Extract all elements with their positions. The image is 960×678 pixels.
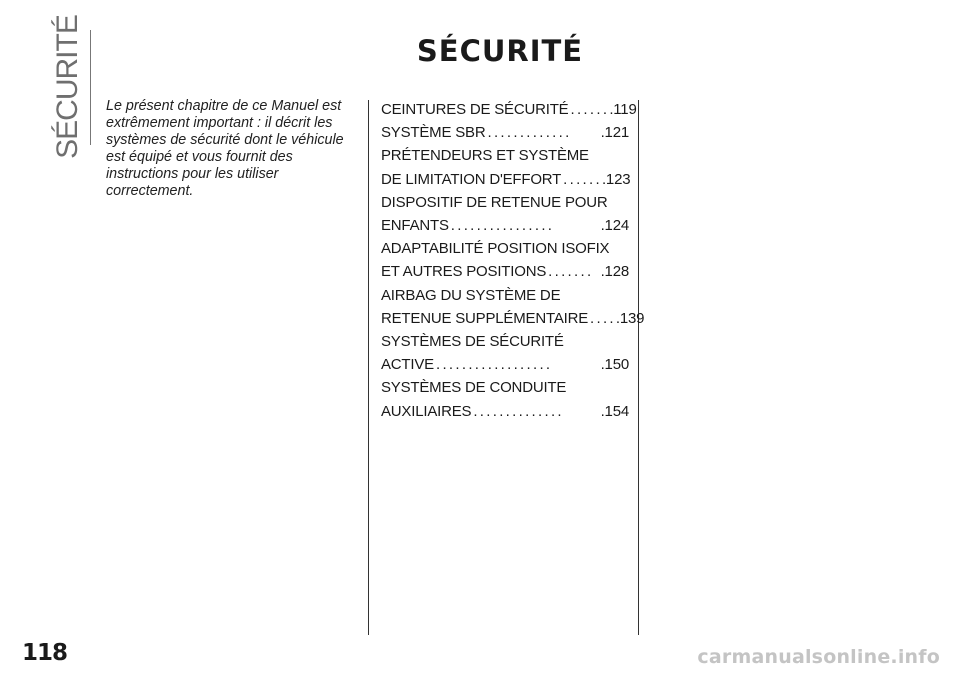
toc-entry-title-line: PRÉTENDEURS ET SYSTÈME (381, 147, 589, 165)
toc-leader-dots: .................. (435, 356, 553, 374)
side-section-tab (50, 15, 86, 159)
toc-leader-dots: .............. (473, 402, 564, 420)
toc-page-number: .128 (600, 263, 629, 281)
side-section-label: SÉCURITÉ (51, 15, 84, 159)
toc-entry[interactable] (381, 237, 629, 283)
toc-page-number: .154 (600, 402, 629, 420)
toc-entry-title: SYSTÈME SBR (381, 124, 486, 142)
toc-entry-title-line: ADAPTABILITÉ POSITION ISOFIX (381, 240, 610, 258)
toc-entry-title: ENFANTS (381, 217, 449, 235)
toc-leader-dots: ...... (570, 101, 610, 118)
table-of-contents (381, 98, 645, 423)
toc-entry-final-line (381, 121, 629, 144)
toc-entry-title: DE LIMITATION D'EFFORT (381, 170, 562, 188)
toc-entry-final-line (381, 307, 645, 330)
toc-entry-final-line (381, 353, 629, 376)
toc-entry-title-line: DISPOSITIF DE RETENUE POUR (381, 193, 608, 211)
toc-entry-title-line: SYSTÈMES DE CONDUITE (381, 379, 567, 397)
toc-entry-title: ET AUTRES POSITIONS (381, 263, 547, 281)
toc-entry-title-line: SYSTÈMES DE SÉCURITÉ (381, 333, 564, 351)
toc-entry-title: AUXILIAIRES (381, 402, 472, 420)
toc-entry-final-line (381, 400, 629, 423)
side-tab-divider (90, 30, 91, 145)
toc-page-number: .150 (600, 356, 629, 374)
toc-entry-title: RETENUE SUPPLÉMENTAIRE (381, 309, 589, 327)
site-watermark: carmanualsonline.info (697, 646, 940, 668)
chapter-intro: Le présent chapitre de ce Manuel est extrêmement important : il décrit les systèmes de sécurité dont le véhicule est équipé et vous fournit des instructions pour les utiliser correctement. (106, 98, 344, 199)
toc-entry-final-line (381, 214, 629, 237)
toc-entry-final-line (381, 168, 629, 191)
toc-entry-title: ACTIVE (381, 356, 434, 374)
toc-entry[interactable] (381, 284, 645, 330)
toc-entry-title: CEINTURES DE SÉCURITÉ (381, 101, 569, 118)
toc-leader-dots: ...... (563, 170, 602, 188)
toc-entry[interactable] (381, 191, 629, 237)
toc-page-number: .119 (609, 101, 637, 118)
column-divider-right (638, 100, 639, 635)
toc-entry-final-line (381, 98, 637, 121)
toc-entry[interactable] (381, 144, 629, 190)
toc-leader-dots: ............. (487, 124, 572, 142)
toc-entry[interactable] (381, 121, 629, 144)
toc-leader-dots: ................ (450, 217, 555, 235)
toc-entry-title-line: AIRBAG DU SYSTÈME DE (381, 286, 561, 304)
toc-page-number: .123 (601, 170, 631, 188)
toc-entry[interactable] (381, 98, 637, 121)
toc-entry-final-line (381, 260, 629, 283)
toc-page-number: .139 (615, 309, 645, 327)
toc-page-number: .124 (600, 217, 629, 235)
page-number: 118 (22, 640, 68, 666)
toc-leader-dots: ....... (548, 263, 594, 281)
toc-entry[interactable] (381, 330, 629, 376)
toc-entry[interactable] (381, 376, 629, 422)
column-divider-left (368, 100, 369, 635)
chapter-title: SÉCURITÉ (416, 34, 584, 68)
toc-leader-dots: .... (590, 309, 616, 327)
toc-page-number: .121 (600, 124, 629, 142)
